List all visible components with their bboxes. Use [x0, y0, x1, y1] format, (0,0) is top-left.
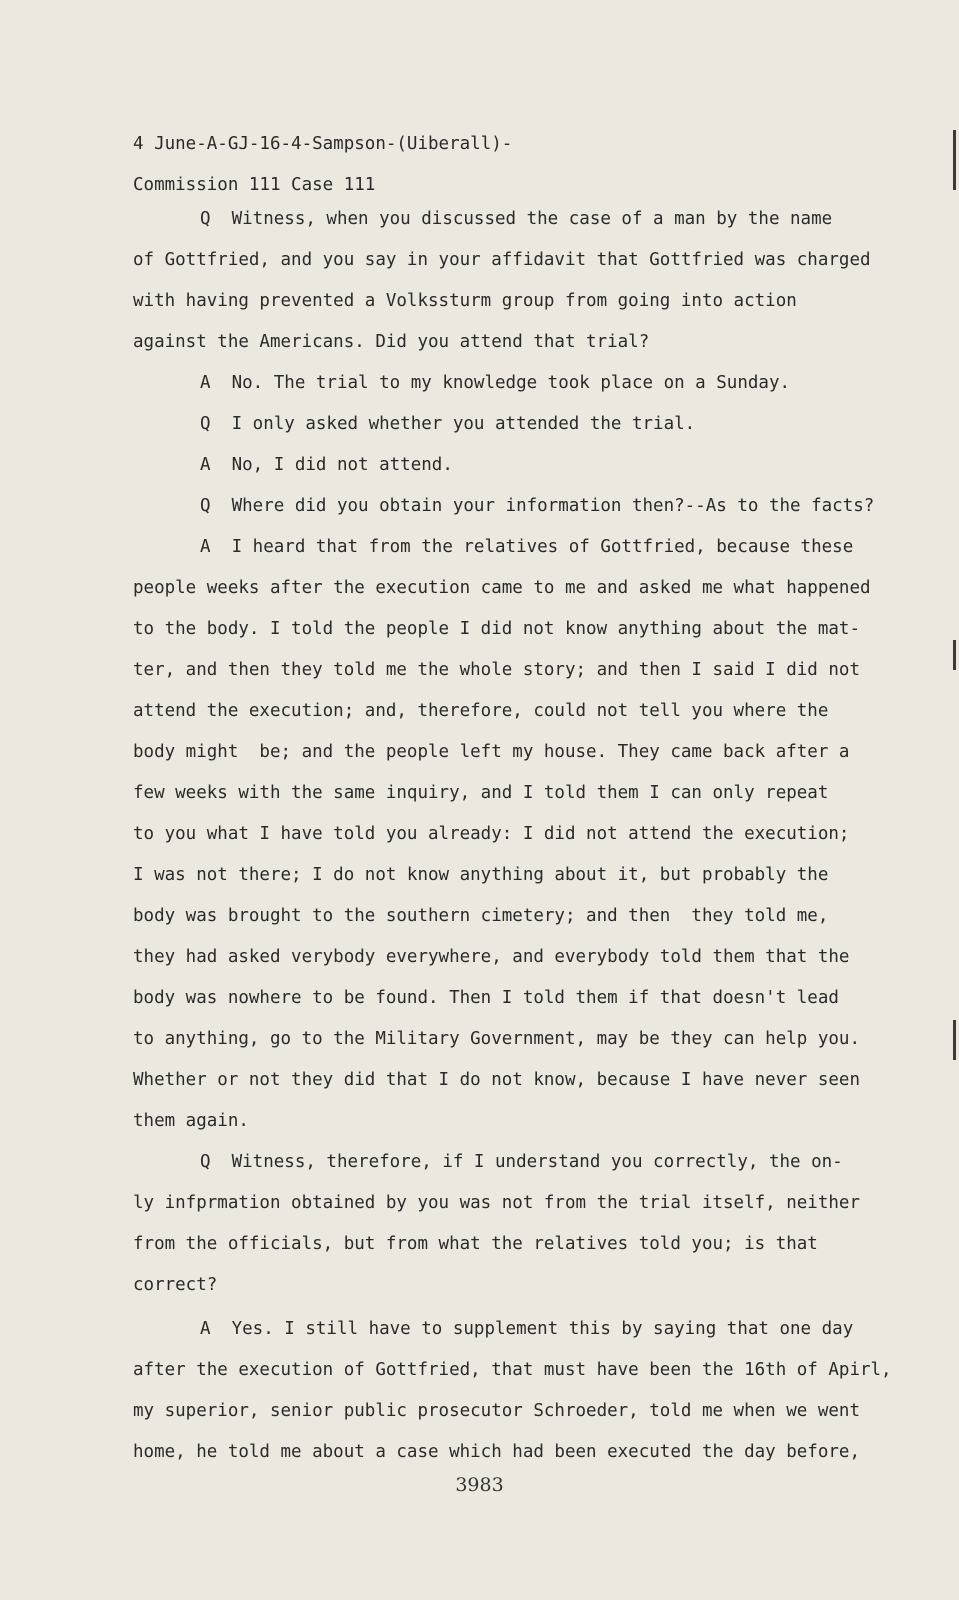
- text-line: ly infprmation obtained by you was not from the trial itself, neither: [133, 1193, 860, 1213]
- text-line: after the execution of Gottfried, that must have been the 16th of Apirl,: [133, 1360, 892, 1380]
- text-line: Q Where did you obtain your information then?--As to the facts?: [200, 496, 875, 516]
- commission-line: Commission 111 Case 111: [133, 175, 376, 195]
- text-line: Q Witness, therefore, if I understand you correctly, the on-: [200, 1152, 843, 1172]
- text-line: ter, and then they told me the whole story; and then I said I did not: [133, 660, 860, 680]
- text-line: they had asked verybody everywhere, and everybody told them that the: [133, 947, 850, 967]
- text-line: A Yes. I still have to supplement this by saying that one day: [200, 1319, 854, 1339]
- text-line: A No, I did not attend.: [200, 455, 453, 475]
- text-line: body was nowhere to be found. Then I told them if that doesn't lead: [133, 988, 839, 1008]
- text-line: Whether or not they did that I do not know, because I have never seen: [133, 1070, 860, 1090]
- page-number: 3983: [455, 1474, 504, 1496]
- text-line: I was not there; I do not know anything about it, but probably the: [133, 865, 829, 885]
- text-line: body was brought to the southern cimetery; and then they told me,: [133, 906, 829, 926]
- text-line: to anything, go to the Military Government, may be they can help you.: [133, 1029, 860, 1049]
- document-header: 4 June-A-GJ-16-4-Sampson-(Uiberall)-: [133, 134, 513, 154]
- text-line: to the body. I told the people I did not know anything about the mat-: [133, 619, 860, 639]
- text-line: against the Americans. Did you attend that trial?: [133, 332, 650, 352]
- text-line: them again.: [133, 1111, 249, 1131]
- text-line: to you what I have told you already: I did not attend the execution;: [133, 824, 850, 844]
- text-line: A I heard that from the relatives of Gottfried, because these: [200, 537, 854, 557]
- text-line: few weeks with the same inquiry, and I told them I can only repeat: [133, 783, 829, 803]
- margin-mark: [953, 1020, 956, 1060]
- text-line: from the officials, but from what the relatives told you; is that: [133, 1234, 818, 1254]
- text-line: body might be; and the people left my house. They came back after a: [133, 742, 850, 762]
- text-line: home, he told me about a case which had been executed the day before,: [133, 1442, 860, 1462]
- text-line: with having prevented a Volkssturm group from going into action: [133, 291, 797, 311]
- text-line: attend the execution; and, therefore, could not tell you where the: [133, 701, 829, 721]
- text-line: Q I only asked whether you attended the trial.: [200, 414, 696, 434]
- text-line: A No. The trial to my knowledge took place on a Sunday.: [200, 373, 791, 393]
- text-line: my superior, senior public prosecutor Schroeder, told me when we went: [133, 1401, 860, 1421]
- text-line: people weeks after the execution came to me and asked me what happened: [133, 578, 871, 598]
- text-line: Q Witness, when you discussed the case of a man by the name: [200, 209, 833, 229]
- margin-mark: [953, 130, 956, 190]
- margin-mark: [953, 640, 956, 670]
- text-line: correct?: [133, 1275, 218, 1295]
- text-line: of Gottfried, and you say in your affidavit that Gottfried was charged: [133, 250, 871, 270]
